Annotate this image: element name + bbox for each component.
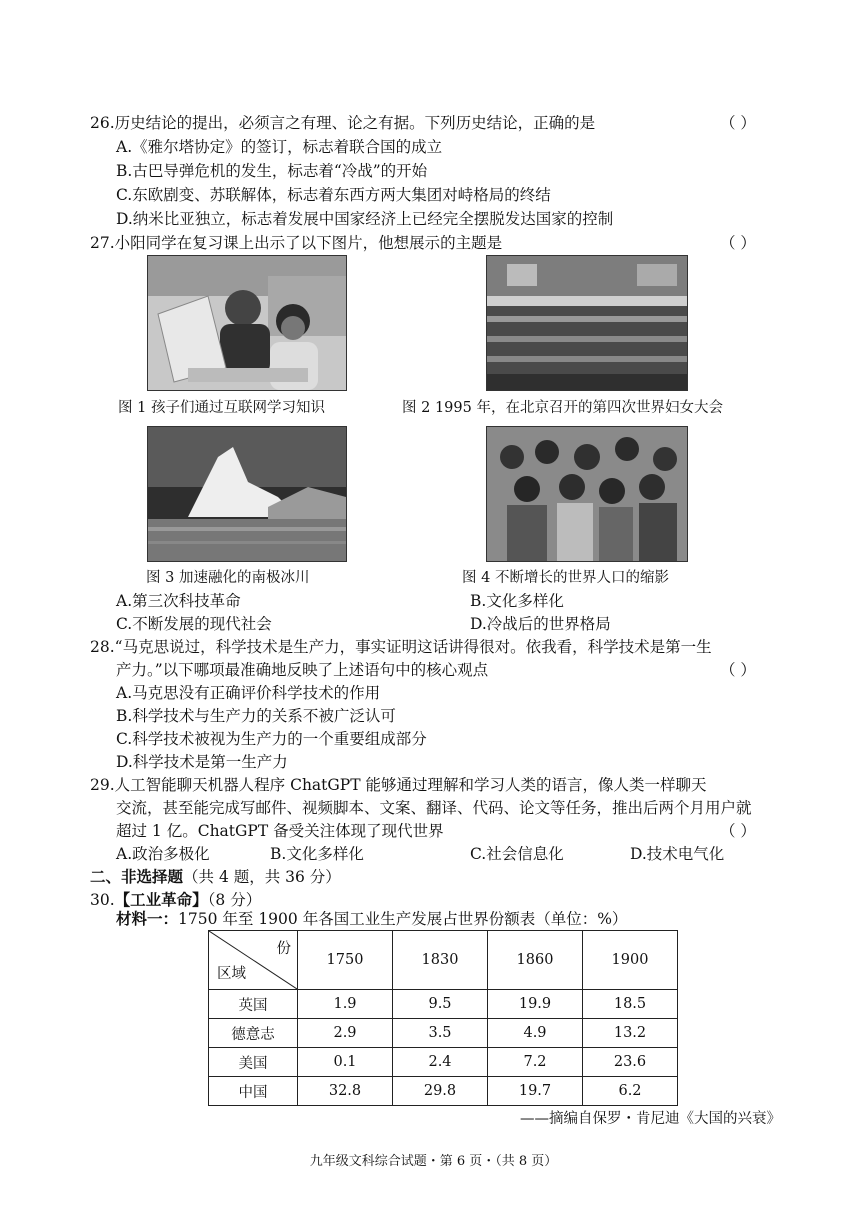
value-cell: 6.2: [583, 1077, 678, 1106]
q29-option-a: A.政治多极化: [116, 845, 210, 863]
q27-option-d: D.冷战后的世界格局: [470, 615, 611, 633]
section-heading: [90, 866, 341, 888]
q28-option-a: A.马克思没有正确评价科学技术的作用: [116, 684, 381, 702]
table-corner-cell: [209, 931, 298, 990]
year-header: 1750: [298, 931, 393, 990]
q27-stem: 27.小阳同学在复习课上出示了以下图片，他想展示的主题是: [90, 234, 503, 252]
q30-number: 30.: [90, 891, 115, 909]
q26-stem: 26.历史结论的提出，必须言之有理、论之有据。下列历史结论，正确的是: [90, 114, 596, 132]
region-cell: 中国: [209, 1077, 298, 1106]
page-footer: 九年级文科综合试题・第 6 页・（共 8 页）: [309, 1154, 558, 1169]
year-header: 1860: [488, 931, 583, 990]
photo-womens-conference: [486, 255, 688, 391]
q28-stem-line2: 产力。”以下哪项最准确地反映了上述语句中的核心观点: [116, 661, 489, 679]
region-cell: 德意志: [209, 1019, 298, 1048]
year-header: 1830: [393, 931, 488, 990]
q29-answer-paren: （ ）: [720, 822, 756, 840]
q29-stem-line3: 超过 1 亿。ChatGPT 备受关注体现了现代世界: [116, 822, 444, 840]
q26-option-b: B.古巴导弹危机的发生，标志着“冷战”的开始: [116, 162, 428, 180]
material-text: 1750 年至 1900 年各国工业生产发展占世界份额表（单位：%）: [178, 910, 628, 928]
q27-option-a: A.第三次科技革命: [116, 592, 241, 610]
q28-option-d: D.科学技术是第一生产力: [116, 753, 288, 771]
caption-figure-2: 图 2 1995 年，在北京召开的第四次世界妇女大会: [402, 400, 723, 416]
value-cell: 18.5: [583, 990, 678, 1019]
corner-top-label: 份: [276, 941, 291, 957]
material-label: 材料一：: [116, 909, 179, 928]
corner-bottom-label: 区域: [217, 966, 246, 982]
photo-population-crowd: [486, 426, 688, 562]
value-cell: 2.4: [393, 1048, 488, 1077]
q28-answer-paren: （ ）: [720, 661, 756, 679]
value-cell: 19.7: [488, 1077, 583, 1106]
q30-title: 【工业革命】: [114, 890, 208, 909]
value-cell: 29.8: [393, 1077, 488, 1106]
value-cell: 2.9: [298, 1019, 393, 1048]
table-row: [209, 1019, 678, 1048]
table-row: [209, 990, 678, 1019]
q29-option-c: C.社会信息化: [470, 845, 564, 863]
value-cell: 19.9: [488, 990, 583, 1019]
q29-stem-line1: 29.人工智能聊天机器人程序 ChatGPT 能够通过理解和学习人类的语言，像人类一样聊天: [90, 776, 707, 794]
caption-figure-3: 图 3 加速融化的南极冰川: [146, 570, 310, 586]
q30-score: （8 分）: [207, 891, 262, 909]
q26-option-d: D.纳米比亚独立，标志着发展中国家经济上已经完全摆脱发达国家的控制: [116, 210, 614, 228]
caption-figure-4: 图 4 不断增长的世界人口的缩影: [462, 570, 669, 586]
value-cell: 7.2: [488, 1048, 583, 1077]
q29-option-b: B.文化多样化: [270, 845, 364, 863]
value-cell: 13.2: [583, 1019, 678, 1048]
photo-antarctic-glacier: [147, 426, 347, 562]
table-row: [209, 1077, 678, 1106]
q29-option-d: D.技术电气化: [630, 845, 725, 863]
q27-option-c: C.不断发展的现代社会: [116, 615, 272, 633]
q29-stem-line2: 交流，甚至能完成写邮件、视频脚本、文案、翻译、代码、论文等任务，推出后两个月用户就: [116, 799, 752, 817]
q28-stem-line1: 28.“马克思说过，科学技术是生产力，事实证明这话讲得很对。依我看，科学技术是第一生: [90, 638, 712, 656]
industrial-share-table: [208, 930, 678, 1106]
q27-answer-paren: （ ）: [720, 234, 756, 252]
photo-children-internet: [147, 255, 347, 391]
section-note: （共 4 题，共 36 分）: [183, 868, 341, 886]
q30-material: [116, 908, 627, 930]
table-source: ——摘编自保罗・肯尼迪《大国的兴衰》: [520, 1111, 781, 1127]
region-cell: 美国: [209, 1048, 298, 1077]
q26-option-a: A.《雅尔塔协定》的签订，标志着联合国的成立: [116, 138, 443, 156]
value-cell: 23.6: [583, 1048, 678, 1077]
q27-option-b: B.文化多样化: [470, 592, 564, 610]
region-cell: 英国: [209, 990, 298, 1019]
q28-option-b: B.科学技术与生产力的关系不被广泛认可: [116, 707, 396, 725]
value-cell: 0.1: [298, 1048, 393, 1077]
caption-figure-1: 图 1 孩子们通过互联网学习知识: [118, 400, 325, 416]
q26-answer-paren: （ ）: [720, 114, 756, 132]
q28-option-c: C.科学技术被视为生产力的一个重要组成部分: [116, 730, 427, 748]
year-header: 1900: [583, 931, 678, 990]
value-cell: 32.8: [298, 1077, 393, 1106]
value-cell: 3.5: [393, 1019, 488, 1048]
table-row: [209, 1048, 678, 1077]
value-cell: 4.9: [488, 1019, 583, 1048]
section-title: 二、非选择题: [90, 867, 184, 886]
q26-option-c: C.东欧剧变、苏联解体，标志着东西方两大集团对峙格局的终结: [116, 186, 551, 204]
value-cell: 9.5: [393, 990, 488, 1019]
value-cell: 1.9: [298, 990, 393, 1019]
table-header-row: [209, 931, 678, 990]
